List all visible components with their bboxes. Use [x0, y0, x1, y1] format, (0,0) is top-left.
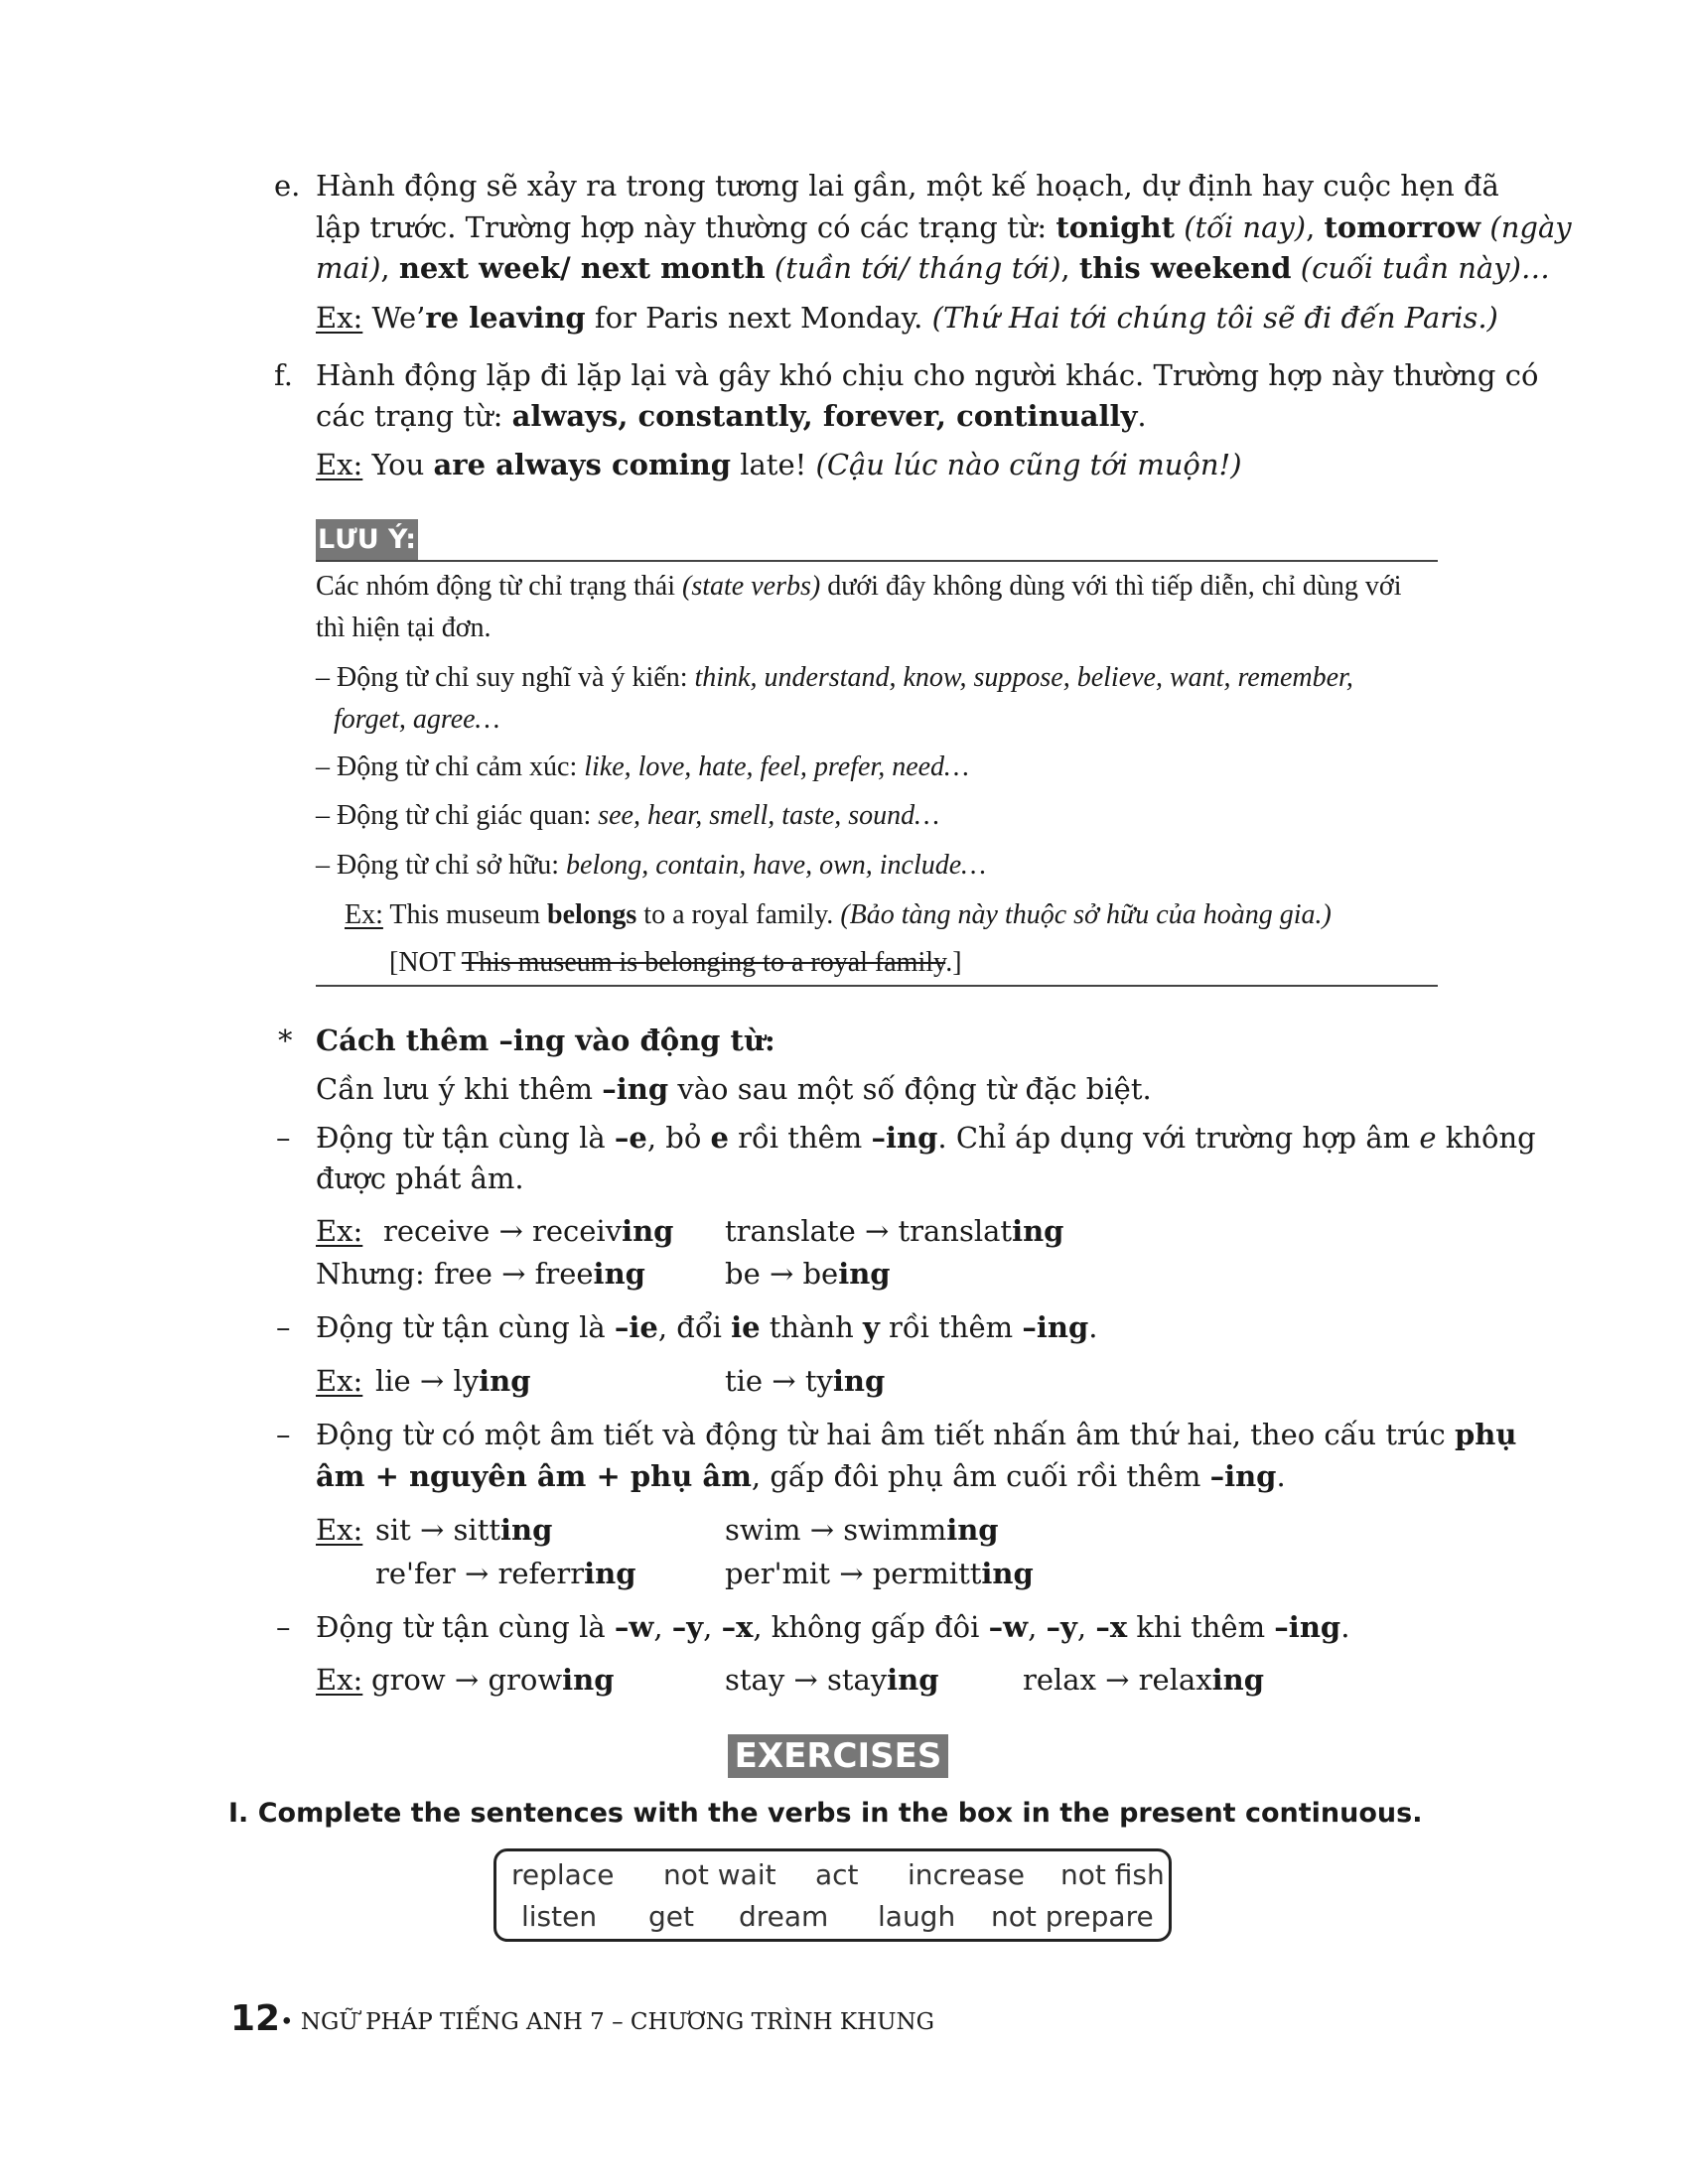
section-f-line-1	[316, 354, 1538, 396]
gloss: (tối nay)	[1175, 210, 1307, 244]
text: vào sau một số động từ đặc biệt.	[668, 1072, 1152, 1106]
text: We’	[362, 301, 426, 335]
rule-4-example-1	[371, 1659, 615, 1701]
text: .	[1137, 399, 1147, 433]
suffix: –ing	[871, 1121, 938, 1155]
suffix: –e	[614, 1121, 647, 1155]
keyword-this-weekend: this weekend	[1078, 251, 1292, 285]
text: late!	[731, 448, 816, 481]
rule-1-ex-label	[316, 1210, 362, 1252]
rule-2-example-2	[725, 1360, 885, 1402]
suffix: ing	[1012, 1214, 1064, 1248]
text: for Paris next Monday.	[585, 301, 932, 335]
note-item-thinking	[316, 657, 1353, 699]
text: to a royal family.	[636, 899, 841, 930]
suffix: –y	[1046, 1610, 1077, 1644]
keyword-tomorrow: tomorrow	[1324, 210, 1481, 244]
running-footer	[280, 2002, 934, 2042]
text: lie → ly	[375, 1364, 480, 1398]
note-intro-line-1	[316, 566, 1402, 608]
ex-label: Ex:	[316, 448, 363, 481]
text: – Động từ chỉ sở hữu:	[316, 850, 567, 881]
term: (state verbs)	[682, 571, 821, 602]
highlight: re leaving	[425, 301, 586, 335]
keyword-tonight: tonight	[1055, 210, 1175, 244]
text: – Động từ chỉ cảm xúc:	[316, 751, 585, 782]
text: Cần lưu ý khi thêm	[316, 1072, 603, 1106]
exercise-i-instruction: I. Complete the sentences with the verbs in the box in the present continuous.	[228, 1798, 1423, 1829]
rule-1-example-3	[725, 1253, 891, 1295]
note-bottom-rule	[316, 985, 1438, 987]
suffix: –ing	[1022, 1310, 1089, 1344]
section-f-line-2	[316, 395, 1147, 437]
word-box-item: listen	[521, 1900, 598, 1933]
text: Nhưng: free → free	[316, 1257, 594, 1291]
dash-marker: –	[276, 1121, 291, 1155]
rule-3-example-1	[375, 1509, 552, 1551]
rule-3-ex-label	[316, 1509, 362, 1551]
text: , gấp đôi phụ âm cuối rồi thêm	[751, 1459, 1210, 1493]
section-e-example	[316, 297, 1498, 339]
dash-marker: –	[276, 1310, 291, 1344]
gloss: (ngày	[1480, 210, 1572, 244]
text: be → be	[725, 1257, 839, 1291]
text: re'fer → referr	[375, 1557, 585, 1590]
suffix: ing	[479, 1364, 531, 1398]
note-item-emotion	[316, 747, 969, 788]
suffix: –w	[988, 1610, 1029, 1644]
suffix: –ing	[602, 1072, 669, 1106]
text: . Chỉ áp dụng với trường hợp âm	[937, 1121, 1420, 1155]
rule-4-example-2	[725, 1659, 939, 1701]
page-number: 12	[230, 1998, 281, 2039]
text: Động từ tận cùng là	[316, 1121, 615, 1155]
suffix: ing	[562, 1663, 615, 1697]
text: Hành động sẽ xảy ra trong tương lai gần, một kế hoạch, dự định hay cuộc hẹn đã	[316, 169, 1499, 203]
text: receive → receiv	[383, 1214, 623, 1248]
suffix: ing	[887, 1663, 939, 1697]
keyword-next-week: next week/ next month	[398, 251, 766, 285]
rule-1-exception	[316, 1253, 645, 1295]
verbs: see, hear, smell, taste, sound…	[598, 800, 939, 831]
note-counter-example	[389, 942, 962, 984]
letter: y	[862, 1310, 880, 1344]
suffix: ing	[1211, 1663, 1265, 1697]
text: ,	[1028, 1610, 1047, 1644]
rule-1-example-1	[383, 1210, 673, 1252]
ex-label: Ex:	[345, 899, 383, 930]
structure: phụ	[1454, 1418, 1517, 1451]
text: không	[1436, 1121, 1536, 1155]
text: , bỏ	[646, 1121, 711, 1155]
note-example	[345, 894, 1332, 936]
text: rồi thêm	[728, 1121, 872, 1155]
text: , không gấp đôi	[753, 1610, 989, 1644]
translation: (Cậu lúc nào cũng tới muộn!)	[815, 448, 1242, 481]
text: tie → ty	[725, 1364, 833, 1398]
suffix: –x	[1095, 1610, 1128, 1644]
suffix: –ing	[1274, 1610, 1341, 1644]
suffix: ing	[946, 1513, 999, 1547]
letters: ie	[731, 1310, 761, 1344]
structure: âm + nguyên âm + phụ âm	[316, 1459, 752, 1493]
text: các trạng từ:	[316, 399, 512, 433]
text: thành	[760, 1310, 863, 1344]
text: .	[1276, 1459, 1286, 1493]
note-item-thinking-cont	[334, 699, 499, 741]
text: – Động từ chỉ suy nghĩ và ý kiến:	[316, 662, 695, 693]
highlight: belongs	[547, 899, 637, 930]
word-box-item: laugh	[878, 1900, 956, 1933]
translation: (Thứ Hai tới chúng tôi sẽ đi đến Paris.)	[931, 301, 1498, 335]
rule-4-ex-label	[316, 1659, 362, 1701]
text: Động từ tận cùng là	[316, 1610, 615, 1644]
note-item-possession	[316, 845, 986, 887]
text: Hành động lặp đi lặp lại và gây khó chịu cho người khác. Trường hợp này thường có	[316, 358, 1539, 392]
suffix: ing	[838, 1257, 891, 1291]
rule-2-example-1	[375, 1360, 531, 1402]
incorrect-sentence: This museum is belonging to a royal family	[461, 947, 946, 978]
ing-intro	[316, 1068, 1152, 1110]
rule-3-example-4	[725, 1553, 1034, 1594]
text: per'mit → permitt	[725, 1557, 982, 1590]
verbs: like, love, hate, feel, prefer, need…	[584, 751, 969, 782]
text: dưới đây không dùng với thì tiếp diễn, chỉ dùng với	[820, 571, 1402, 602]
text: Động từ tận cùng là	[316, 1310, 615, 1344]
suffix: –x	[721, 1610, 754, 1644]
rule-1-line-2: được phát âm.	[316, 1161, 524, 1195]
dash-marker: –	[276, 1418, 291, 1451]
text: swim → swimm	[725, 1513, 947, 1547]
suffix: –ing	[1209, 1459, 1277, 1493]
letter: e	[710, 1121, 729, 1155]
section-e-line-3	[316, 247, 1550, 289]
word-box	[493, 1848, 1172, 1942]
note-tag: LƯU Ý:	[316, 519, 418, 561]
text: You	[362, 448, 434, 481]
verbs: think, understand, know, suppose, believe, want, remember,	[694, 662, 1353, 693]
suffix: –y	[671, 1610, 704, 1644]
word-box-item: increase	[908, 1858, 1026, 1891]
note-item-senses	[316, 795, 939, 837]
word-box-item: dream	[739, 1900, 829, 1933]
ex-label: Ex:	[316, 1364, 363, 1398]
suffix: –w	[614, 1610, 654, 1644]
text: Động từ có một âm tiết và động từ hai âm tiết nhấn âm thứ hai, theo cấu trúc	[316, 1418, 1455, 1451]
gloss: mai)	[316, 251, 381, 285]
text: .	[1340, 1610, 1350, 1644]
suffix: ing	[500, 1513, 553, 1547]
text: , đổi	[657, 1310, 732, 1344]
rule-1-line-1	[316, 1117, 1536, 1159]
rule-3-line-1	[316, 1414, 1516, 1455]
item-marker-f: f.	[274, 358, 293, 392]
rule-2-line-1	[316, 1306, 1097, 1348]
word-box-item: act	[815, 1858, 859, 1891]
word-box-item: not fish	[1060, 1858, 1165, 1891]
suffix: ing	[981, 1557, 1034, 1590]
section-e-line-1	[316, 165, 1499, 206]
word-box-item: replace	[511, 1858, 615, 1891]
ex-label: Ex:	[316, 301, 363, 335]
text: ,	[1060, 251, 1079, 285]
letter: e	[1419, 1121, 1437, 1155]
suffix: ing	[832, 1364, 886, 1398]
text: .]	[945, 947, 962, 978]
verbs: forget, agree…	[334, 704, 500, 735]
suffix: ing	[593, 1257, 645, 1291]
text: lập trước. Trường hợp này thường có các trạng từ:	[316, 210, 1056, 244]
suffix: ing	[622, 1214, 674, 1248]
section-e-line-2	[316, 206, 1572, 248]
note-intro-line-2: thì hiện tại đơn.	[316, 613, 492, 643]
text: khi thêm	[1127, 1610, 1275, 1644]
ex-label: Ex:	[316, 1513, 363, 1547]
rule-4-line-1	[316, 1606, 1349, 1648]
ex-label: Ex:	[316, 1663, 363, 1697]
text: ,	[1076, 1610, 1096, 1644]
item-marker-e: e.	[274, 169, 301, 203]
text: ,	[1306, 210, 1325, 244]
rule-3-line-2	[316, 1455, 1286, 1497]
text: .	[1088, 1310, 1098, 1344]
text: – Động từ chỉ giác quan:	[316, 800, 599, 831]
translation: (Bảo tàng này thuộc sở hữu của hoàng gia.)	[840, 899, 1332, 930]
text: Các nhóm động từ chỉ trạng thái	[316, 571, 682, 602]
suffix: ing	[584, 1557, 636, 1590]
word-box-item: get	[648, 1900, 694, 1933]
word-box-item: not wait	[663, 1858, 776, 1891]
rule-3-example-3	[375, 1553, 636, 1594]
gloss: (cuối tuần này)…	[1291, 251, 1550, 285]
highlight: are always coming	[433, 448, 732, 481]
gloss: (tuần tới/ tháng tới)	[765, 251, 1061, 285]
book-title: NGỮ PHÁP TIẾNG ANH 7 – CHƯƠNG TRÌNH KHUNG	[300, 2009, 934, 2035]
text: translate → translat	[725, 1214, 1013, 1248]
word-box-item: not prepare	[991, 1900, 1154, 1933]
note-top-rule	[316, 560, 1438, 562]
star-marker: *	[278, 1024, 293, 1057]
rule-1-example-2	[725, 1210, 1063, 1252]
exercises-heading: EXERCISES	[728, 1734, 948, 1778]
text: sit → sitt	[375, 1513, 501, 1547]
rule-2-ex-label	[316, 1360, 362, 1402]
section-f-example	[316, 444, 1242, 485]
suffix: –ie	[614, 1310, 658, 1344]
text: grow → grow	[371, 1663, 563, 1697]
ex-label: Ex:	[316, 1214, 363, 1248]
dash-marker: –	[276, 1610, 291, 1644]
text: relax → relax	[1023, 1663, 1212, 1697]
text: rồi thêm	[879, 1310, 1023, 1344]
text: ,	[380, 251, 399, 285]
text: This museum	[382, 899, 548, 930]
rule-4-example-3	[1023, 1659, 1264, 1701]
ing-heading: Cách thêm –ing vào động từ:	[316, 1024, 775, 1057]
rule-3-example-2	[725, 1509, 999, 1551]
text: ,	[703, 1610, 722, 1644]
bullet: •	[280, 2009, 294, 2035]
text: [NOT	[389, 947, 462, 978]
keywords: always, constantly, forever, continually	[511, 399, 1138, 433]
text: ,	[653, 1610, 672, 1644]
text: stay → stay	[725, 1663, 888, 1697]
verbs: belong, contain, have, own, include…	[566, 850, 987, 881]
